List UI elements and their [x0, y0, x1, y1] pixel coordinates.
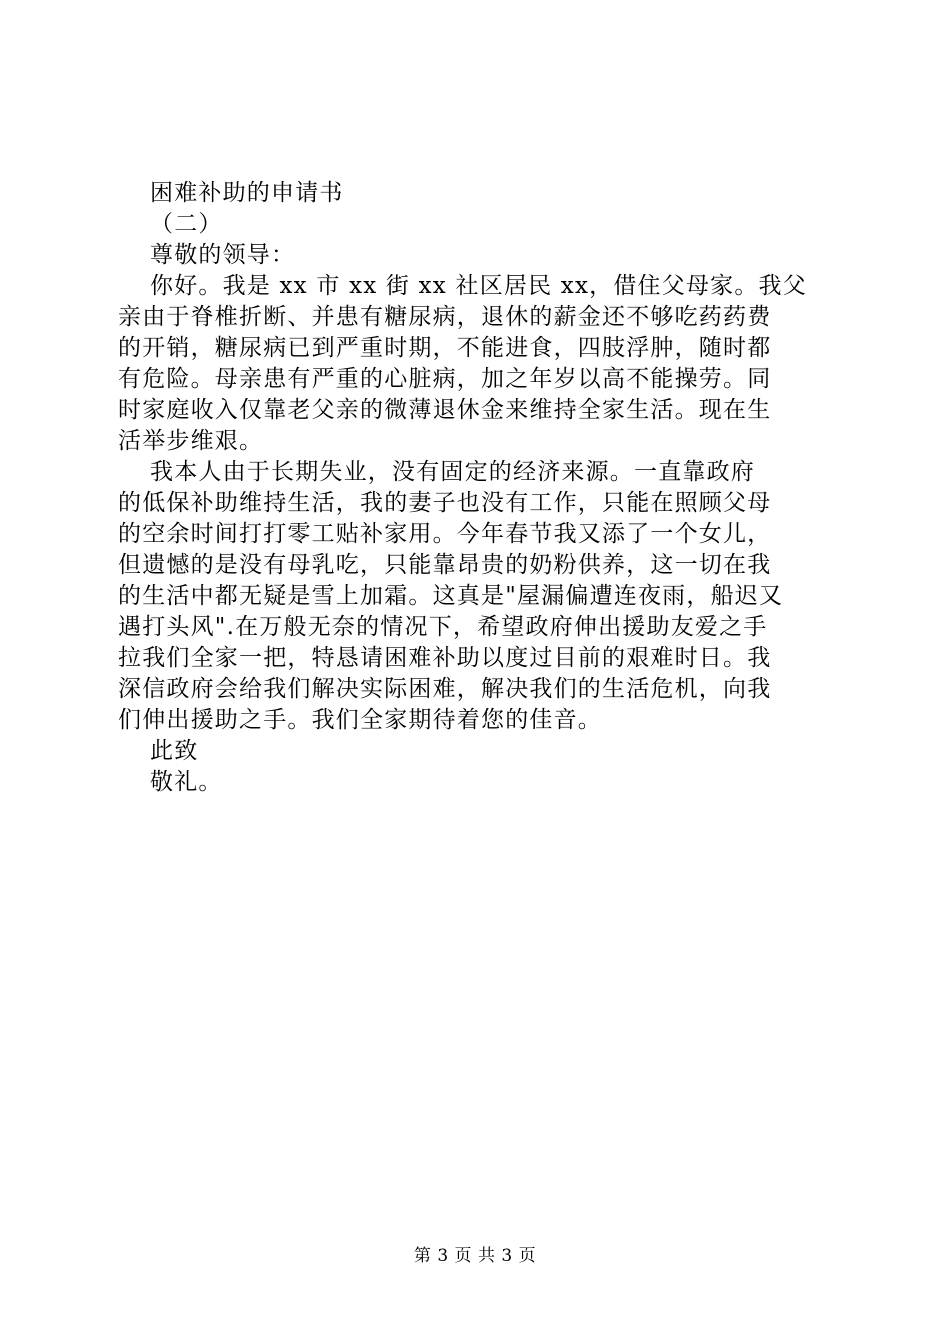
paragraph-2-line: 的空余时间打打零工贴补家用。今年春节我又添了一个女儿， [118, 521, 772, 547]
paragraph-1-line: 亲由于脊椎折断、并患有糖尿病，退休的薪金还不够吃药药费 [118, 304, 772, 330]
closing-line-1: 此致 [150, 738, 199, 764]
paragraph-2-line: 深信政府会给我们解决实际困难，解决我们的生活危机，向我 [118, 676, 772, 702]
paragraph-2-line: 们伸出援助之手。我们全家期待着您的佳音。 [118, 707, 602, 733]
paragraph-2-line: 我本人由于长期失业，没有固定的经济来源。一直靠政府 [150, 459, 755, 485]
paragraph-2-line: 的生活中都无疑是雪上加霜。这真是"屋漏偏遭连夜雨，船迟又 [118, 583, 784, 609]
document-title: 困难补助的申请书 [150, 180, 344, 206]
paragraph-1-line: 时家庭收入仅靠老父亲的微薄退休金来维持全家生活。现在生 [118, 397, 772, 423]
paragraph-1-line: 有危险。母亲患有严重的心脏病，加之年岁以高不能操劳。同 [118, 366, 772, 392]
closing-line-2: 敬礼。 [150, 769, 223, 795]
paragraph-2-line: 但遗憾的是没有母乳吃，只能靠昂贵的奶粉供养，这一切在我 [118, 552, 772, 578]
paragraph-2-line: 的低保补助维持生活，我的妻子也没有工作，只能在照顾父母 [118, 490, 772, 516]
salutation: 尊敬的领导： [150, 242, 296, 268]
page-number: 第 3 页 共 3 页 [413, 1246, 537, 1266]
paragraph-1-line: 你好。我是 xx 市 xx 街 xx 社区居民 xx，借住父母家。我父 [150, 273, 807, 299]
paragraph-1-line: 活举步维艰。 [118, 428, 264, 454]
page-footer [0, 1245, 950, 1267]
paragraph-2-line: 遇打头风".在万般无奈的情况下，希望政府伸出援助友爱之手 [118, 614, 768, 640]
paragraph-1-line: 的开销，糖尿病已到严重时期，不能进食，四肢浮肿，随时都 [118, 335, 772, 361]
document-body [118, 178, 838, 798]
document-subtitle: （二） [150, 211, 223, 237]
paragraph-2-line: 拉我们全家一把，特恳请困难补助以度过目前的艰难时日。我 [118, 645, 772, 671]
